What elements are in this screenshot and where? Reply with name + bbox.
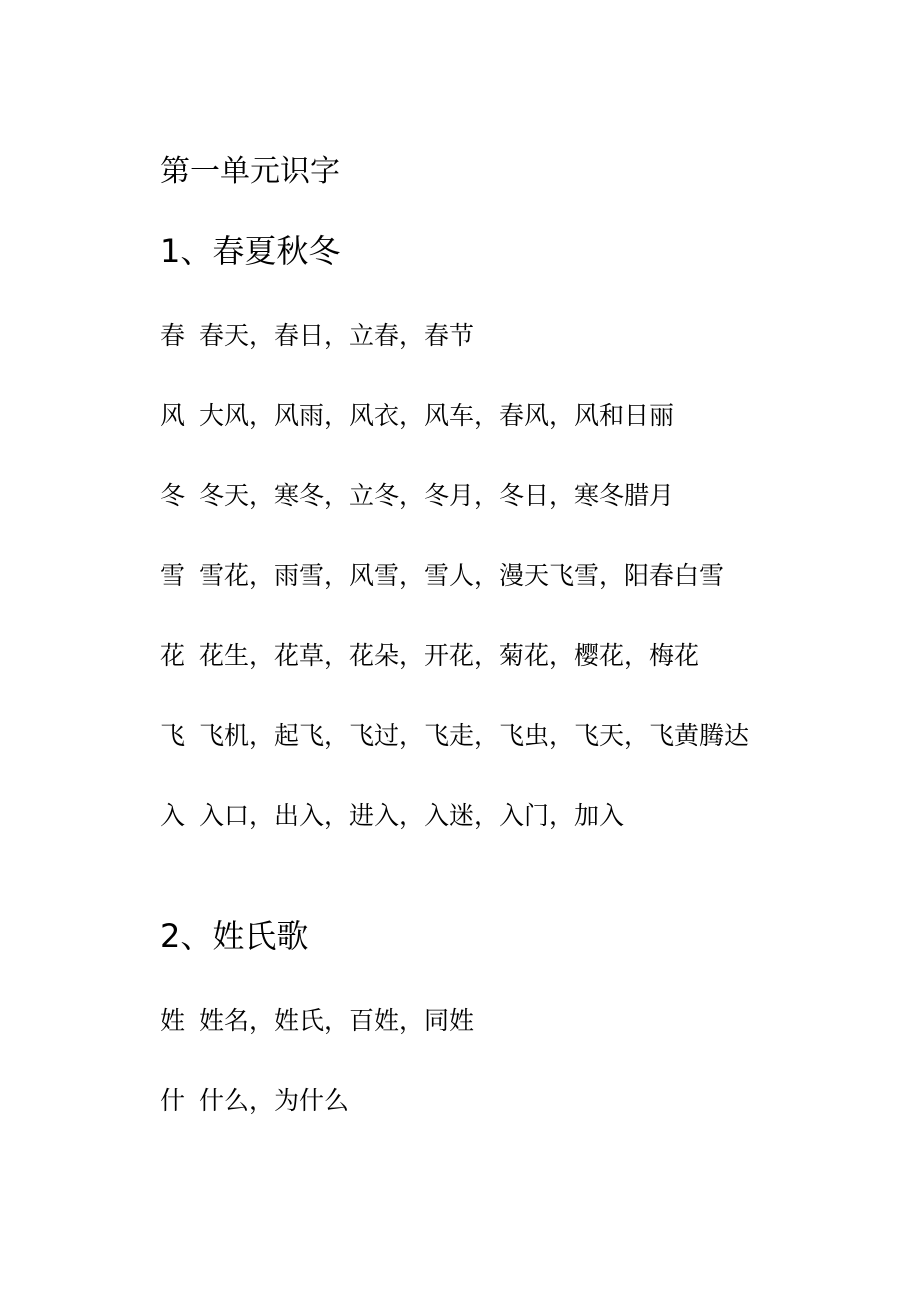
vocab-character: 花 <box>160 641 186 670</box>
vocab-words: 大风，风雨，风衣，风车，春风，风和日丽 <box>199 401 675 430</box>
section-heading-1: 1、春夏秋冬 <box>160 232 341 270</box>
vocab-words: 姓名，姓氏，百姓，同姓 <box>199 1006 475 1035</box>
vocab-character: 姓 <box>160 1006 186 1035</box>
vocab-character: 春 <box>160 321 186 350</box>
vocab-words: 春天，春日，立春，春节 <box>199 321 475 350</box>
section-heading-2: 2、姓氏歌 <box>160 917 309 955</box>
vocab-row <box>160 1003 474 1039</box>
vocab-row <box>160 798 624 834</box>
vocab-words: 花生，花草，花朵，开花，菊花，樱花，梅花 <box>199 641 700 670</box>
vocab-character: 什 <box>160 1086 186 1115</box>
unit-title: 第一单元识字 <box>160 154 340 189</box>
vocab-words: 冬天，寒冬，立冬，冬月，冬日，寒冬腊月 <box>199 481 675 510</box>
vocab-row <box>160 398 674 434</box>
vocab-row <box>160 1083 349 1119</box>
vocab-row <box>160 638 699 674</box>
vocab-row <box>160 478 674 514</box>
vocab-row <box>160 558 724 594</box>
vocab-character: 风 <box>160 401 186 430</box>
vocab-character: 雪 <box>160 561 186 590</box>
vocab-row <box>160 318 474 354</box>
vocab-words: 飞机，起飞，飞过，飞走，飞虫，飞天，飞黄腾达 <box>199 721 750 750</box>
vocab-words: 什么，为什么 <box>199 1086 350 1115</box>
vocab-character: 冬 <box>160 481 186 510</box>
vocab-words: 入口，出入，进入，入迷，入门，加入 <box>199 801 625 830</box>
vocab-words: 雪花，雨雪，风雪，雪人，漫天飞雪，阳春白雪 <box>199 561 725 590</box>
vocab-character: 入 <box>160 801 186 830</box>
vocab-character: 飞 <box>160 721 186 750</box>
vocab-row <box>160 718 749 754</box>
